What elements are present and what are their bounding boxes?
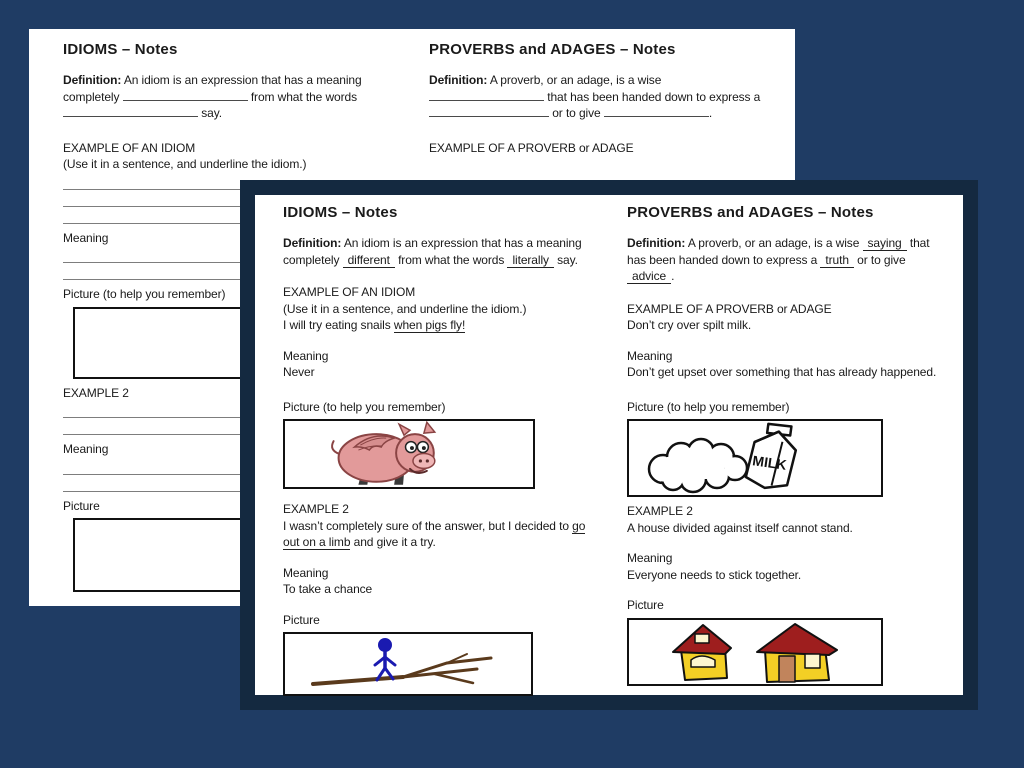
front-idioms-title: IDIOMS – Notes — [283, 204, 398, 221]
spilt-milk-image — [629, 421, 881, 495]
front-proverbs-column — [627, 204, 945, 686]
meaning-value: Everyone needs to stick together. — [627, 567, 802, 582]
filled-answer: advice — [627, 269, 671, 284]
definition-label: Definition: — [627, 236, 686, 250]
example2-heading: EXAMPLE 2 — [627, 504, 693, 518]
picture-label: Picture — [283, 612, 320, 627]
meaning-value: Never — [283, 365, 315, 379]
example2-sentence — [283, 518, 599, 551]
back-proverbs-title: PROVERBS and ADAGES – Notes — [429, 41, 676, 58]
example-instruction: (Use it in a sentence, and underline the idiom.) — [63, 157, 307, 171]
back-idioms-definition — [63, 72, 395, 122]
definition-text: say. — [201, 106, 222, 120]
picture-label: Picture (to help you remember) — [627, 399, 790, 414]
back-proverbs-definition — [429, 72, 773, 122]
picture-label: Picture (to help you remember) — [63, 287, 226, 301]
definition-text: An idiom is an expression that has a meaning completely — [63, 73, 362, 104]
definition-text: from what the words — [250, 89, 357, 104]
meaning-label: Meaning — [63, 230, 109, 245]
definition-label: Definition: — [429, 73, 488, 87]
example-heading: EXAMPLE OF AN IDIOM — [283, 285, 416, 299]
example-instruction: (Use it in a sentence, and underline the idiom.) — [283, 301, 527, 316]
picture-box — [627, 419, 883, 497]
back-idioms-title: IDIOMS – Notes — [63, 41, 178, 58]
definition-text: A proverb, or an adage, is a wise — [489, 73, 662, 87]
picture-box — [627, 618, 883, 686]
blank-underscore — [123, 90, 248, 101]
blank-underscore — [429, 90, 544, 101]
milk-carton-label: MILK — [751, 452, 788, 473]
meaning-value: Don’t get upset over something that has already happened. — [627, 365, 937, 379]
example2-heading: EXAMPLE 2 — [283, 502, 349, 516]
definition-label: Definition: — [63, 73, 122, 87]
definition-text: say. — [557, 252, 578, 267]
picture-label: Picture — [63, 498, 100, 513]
definition-text: or to give — [552, 106, 601, 120]
meaning-label: Meaning — [627, 348, 673, 363]
picture-box — [283, 632, 533, 696]
filled-answer: literally — [507, 253, 553, 268]
picture-label: Picture — [627, 598, 664, 612]
picture-label: Picture (to help you remember) — [283, 399, 446, 414]
front-idioms-column — [283, 204, 599, 696]
filled-answer: different — [343, 253, 395, 268]
example2-heading: EXAMPLE 2 — [63, 385, 129, 400]
underlined-idiom: when pigs fly! — [393, 318, 466, 332]
filled-answer: saying — [863, 236, 907, 251]
meaning-label: Meaning — [283, 348, 329, 363]
example2-sentence: A house divided against itself cannot stand. — [627, 520, 853, 535]
definition-label: Definition: — [283, 236, 342, 250]
front-proverbs-title: PROVERBS and ADAGES – Notes — [627, 204, 874, 221]
example-sentence: Don’t cry over spilt milk. — [627, 318, 752, 332]
sentence-text: and give it a try. — [353, 535, 436, 549]
sentence-text: I wasn’t completely sure of the answer, but I decided to — [283, 518, 569, 533]
filled-answer: truth — [820, 253, 854, 268]
definition-text: An idiom is an expression that has a meaning completely — [283, 236, 582, 267]
sentence-text: I will try eating snails — [283, 318, 391, 332]
meaning-label: Meaning — [627, 551, 673, 565]
blank-underscore — [63, 106, 198, 117]
meaning-value: To take a chance — [283, 582, 373, 596]
example-sentence — [283, 317, 599, 334]
divided-house-image — [629, 620, 881, 684]
definition-text: A proverb, or an adage, is a wise — [687, 236, 860, 250]
front-proverbs-definition — [627, 235, 945, 285]
example-heading: EXAMPLE OF AN IDIOM — [63, 140, 196, 155]
example-heading: EXAMPLE OF A PROVERB or ADAGE — [429, 140, 634, 155]
front-idioms-definition — [283, 235, 599, 268]
picture-box — [283, 419, 535, 489]
definition-text: . — [671, 269, 675, 283]
front-worksheet-page — [240, 180, 978, 710]
blank-underscore — [604, 106, 709, 117]
definition-text: from what the words — [398, 252, 505, 267]
definition-text: or to give — [857, 252, 906, 267]
definition-text: that has been handed down to express a — [547, 89, 761, 104]
example-heading: EXAMPLE OF A PROVERB or ADAGE — [627, 301, 832, 316]
underlined-idiom: go out on a limb — [283, 518, 586, 549]
blank-underscore — [429, 106, 549, 117]
meaning-label: Meaning — [63, 442, 109, 456]
meaning-label: Meaning — [283, 565, 329, 580]
back-proverbs-column — [429, 41, 773, 156]
definition-text: that has been handed down to express a — [627, 236, 930, 267]
flying-pig-image — [285, 421, 533, 487]
definition-text: . — [708, 106, 713, 120]
stick-figure-on-limb-image — [285, 634, 531, 694]
